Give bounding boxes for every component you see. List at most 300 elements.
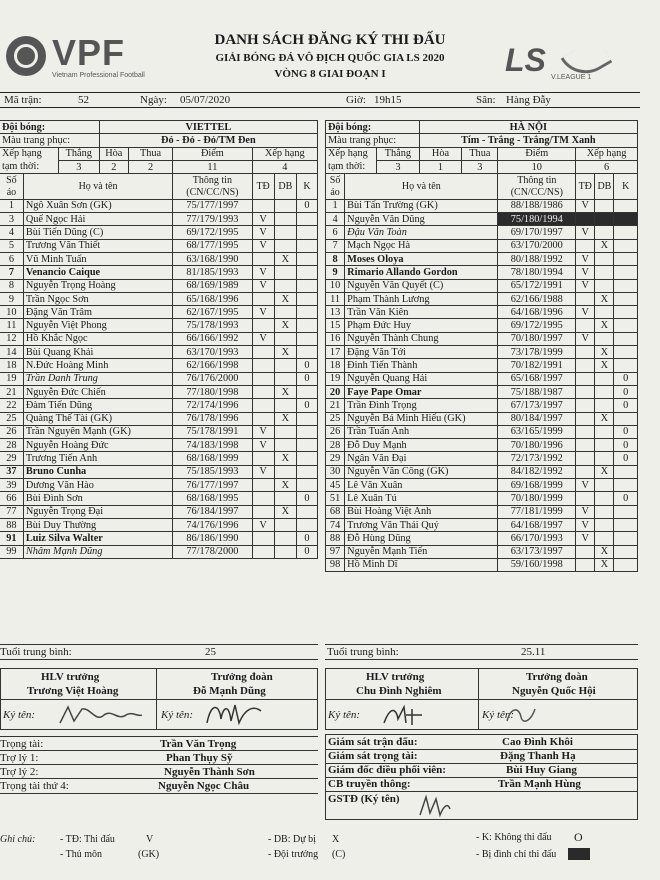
- player-number: 37: [0, 465, 23, 478]
- player-number: 1: [0, 199, 23, 212]
- home-manager-sign-label: Ký tên:: [161, 709, 194, 721]
- home-team-name: VIETTEL: [99, 121, 317, 134]
- supervisor-label: Giám sát trận đấu:: [328, 736, 418, 748]
- player-info: 69/170/1997: [498, 226, 576, 239]
- vpf-brand-sub: Vietnam Professional Football: [52, 72, 145, 79]
- player-db: X: [274, 252, 296, 265]
- player-td: [252, 252, 274, 265]
- player-number: 51: [326, 492, 345, 505]
- player-db: [274, 492, 296, 505]
- player-k: [614, 226, 638, 239]
- player-k: [296, 279, 317, 292]
- ls-brand: LS: [505, 42, 546, 78]
- home-coach-label: HLV trưởng: [41, 671, 100, 683]
- player-number: 20: [326, 385, 345, 398]
- player-k: [296, 518, 317, 531]
- table-row: [326, 518, 638, 531]
- table-row: [0, 492, 318, 505]
- away-coach-sign-label: Ký tên:: [328, 709, 361, 721]
- player-td: [252, 492, 274, 505]
- ar1-row: [0, 750, 318, 765]
- legend-gk-mark: (GK): [138, 849, 160, 860]
- player-number: 28: [0, 439, 23, 452]
- media-name: Trần Mạnh Hùng: [498, 778, 581, 790]
- table-row: [0, 279, 318, 292]
- away-kit-label: Màu trang phục:: [326, 134, 420, 147]
- home-team-label: Đội bóng:: [0, 121, 99, 134]
- player-db: [274, 425, 296, 438]
- table-row: [326, 385, 638, 398]
- player-db: X: [595, 558, 614, 571]
- player-name: Trần Văn Kiên: [345, 306, 498, 319]
- player-info: 75/180/1994: [498, 213, 576, 226]
- player-info: 77/178/2000: [173, 545, 252, 558]
- ref-supervisor-row: [326, 749, 637, 764]
- home-win-label: Thắng: [58, 147, 99, 160]
- player-db: X: [274, 346, 296, 359]
- player-name: Nguyễn Đức Chiến: [23, 385, 172, 398]
- player-number: 88: [0, 518, 23, 531]
- away-loss-label: Thua: [462, 147, 498, 160]
- player-name: Nguyễn Văn Dũng: [345, 213, 498, 226]
- player-number: 8: [0, 279, 23, 292]
- player-td: [576, 425, 595, 438]
- player-db: [274, 266, 296, 279]
- player-k: [296, 239, 317, 252]
- player-info: 73/178/1999: [498, 346, 576, 359]
- table-row: [0, 213, 318, 226]
- player-info: 75/178/1993: [173, 319, 252, 332]
- player-info: 76/177/1997: [173, 479, 252, 492]
- player-name: Dương Văn Hào: [23, 479, 172, 492]
- player-db: X: [274, 505, 296, 518]
- player-info: 74/183/1998: [173, 439, 252, 452]
- legend-k-mark: O: [574, 830, 583, 844]
- match-date-label: Ngày:: [140, 94, 167, 106]
- supervisor-name: Cao Đình Khôi: [502, 736, 573, 748]
- player-k: 0: [614, 372, 638, 385]
- home-avg-age-row: [0, 644, 318, 660]
- player-k: [614, 359, 638, 372]
- player-info: 69/172/1995: [173, 226, 252, 239]
- doc-round: VÒNG 8 GIAI ĐOẠN I: [274, 68, 386, 80]
- player-info: 62/167/1995: [173, 306, 252, 319]
- match-officials-right: [325, 734, 638, 820]
- player-k: [296, 266, 317, 279]
- player-number: 15: [326, 319, 345, 332]
- player-info: 70/180/1999: [498, 492, 576, 505]
- player-number: 39: [0, 479, 23, 492]
- player-name: Ngân Văn Đại: [345, 452, 498, 465]
- player-number: 18: [326, 359, 345, 372]
- home-db-header: DB: [274, 174, 296, 200]
- home-avg-age-label: Tuổi trung bình:: [0, 646, 72, 658]
- player-db: [274, 545, 296, 558]
- player-td: [252, 399, 274, 412]
- away-manager-sign-label: Ký tên:: [482, 709, 515, 721]
- table-row: [326, 359, 638, 372]
- home-position-label: Xếp hạng: [252, 147, 317, 160]
- player-k: [614, 239, 638, 252]
- player-db: [274, 372, 296, 385]
- player-info: 68/177/1995: [173, 239, 252, 252]
- away-k-header: K: [614, 174, 638, 200]
- table-row: [0, 399, 318, 412]
- away-points-label: Điểm: [498, 147, 576, 160]
- player-td: V: [576, 518, 595, 531]
- player-td: V: [576, 279, 595, 292]
- player-info: 67/173/1997: [498, 399, 576, 412]
- player-k: 0: [296, 492, 317, 505]
- player-k: [296, 465, 317, 478]
- match-time-label: Giờ:: [346, 94, 366, 106]
- player-info: 77/181/1999: [498, 505, 576, 518]
- player-info: 72/174/1996: [173, 399, 252, 412]
- player-db: [595, 213, 614, 226]
- player-number: 7: [0, 266, 23, 279]
- table-row: [326, 332, 638, 345]
- player-info: 75/185/1993: [173, 465, 252, 478]
- player-name: Nguyễn Văn Quyết (C): [345, 279, 498, 292]
- away-roster-table: [325, 120, 638, 572]
- player-k: [296, 425, 317, 438]
- table-row: [326, 465, 638, 478]
- player-info: 63/165/1999: [498, 425, 576, 438]
- home-loss: 2: [128, 160, 172, 173]
- player-number: 14: [0, 346, 23, 359]
- player-name: Hồ Khắc Ngọc: [23, 332, 172, 345]
- table-row: [326, 279, 638, 292]
- home-coach-name: Trương Việt Hoàng: [27, 685, 119, 697]
- player-number: 29: [326, 452, 345, 465]
- player-db: [274, 399, 296, 412]
- player-number: 12: [0, 332, 23, 345]
- player-db: X: [274, 412, 296, 425]
- away-manager-label: Trưởng đoàn: [526, 671, 588, 683]
- player-k: [296, 319, 317, 332]
- legend-db: - DB: Dự bị: [268, 834, 316, 845]
- player-info: 88/188/1986: [498, 199, 576, 212]
- table-row: [326, 399, 638, 412]
- banned-swatch: [568, 848, 590, 860]
- player-number: 5: [0, 239, 23, 252]
- player-db: X: [595, 239, 614, 252]
- player-k: [614, 465, 638, 478]
- player-info: 84/182/1992: [498, 465, 576, 478]
- home-player-list: [0, 199, 318, 558]
- away-team-name: HÀ NỘI: [419, 121, 637, 134]
- player-name: Nhâm Mạnh Dũng: [23, 545, 172, 558]
- player-info: 64/168/1996: [498, 306, 576, 319]
- gstd-label: GSTĐ (Ký tên): [328, 793, 400, 805]
- player-db: [274, 306, 296, 319]
- player-name: Hồ Minh Dĩ: [345, 558, 498, 571]
- player-name: Nguyễn Bá Minh Hiếu (GK): [345, 412, 498, 425]
- player-k: [614, 266, 638, 279]
- player-name: N.Đức Hoàng Minh: [23, 359, 172, 372]
- ref-supervisor-name: Đặng Thanh Hạ: [500, 750, 576, 762]
- home-staff-col-divider: [156, 669, 157, 729]
- legend-k: - K: Không thi đấu: [476, 832, 552, 843]
- table-row: [0, 199, 318, 212]
- player-k: [614, 505, 638, 518]
- table-row: [0, 532, 318, 545]
- player-name: Trần Đình Trọng: [345, 399, 498, 412]
- legend-td-mark: V: [146, 834, 154, 845]
- player-db: [595, 492, 614, 505]
- player-td: [252, 385, 274, 398]
- match-date: 05/07/2020: [180, 94, 231, 106]
- vleague-logo: [505, 40, 620, 90]
- player-name: Rimario Allando Gordon: [345, 266, 498, 279]
- player-k: 0: [296, 532, 317, 545]
- player-info: 64/168/1997: [498, 518, 576, 531]
- player-td: [576, 346, 595, 359]
- player-number: 30: [326, 465, 345, 478]
- player-td: V: [576, 226, 595, 239]
- table-row: [326, 266, 638, 279]
- player-td: V: [252, 266, 274, 279]
- away-team-header: [326, 121, 638, 200]
- player-td: [576, 213, 595, 226]
- away-points: 10: [498, 160, 576, 173]
- player-td: V: [576, 505, 595, 518]
- player-k: 0: [614, 452, 638, 465]
- legend: [0, 822, 660, 880]
- player-k: 0: [296, 359, 317, 372]
- away-name-header: Họ và tên: [345, 174, 498, 200]
- player-number: 6: [0, 252, 23, 265]
- player-k: [614, 199, 638, 212]
- table-row: [326, 505, 638, 518]
- player-info: 65/172/1991: [498, 279, 576, 292]
- player-k: 0: [296, 199, 317, 212]
- away-coach-label: HLV trưởng: [366, 671, 425, 683]
- match-id: 52: [78, 94, 89, 106]
- player-name: Bùi Đình Sơn: [23, 492, 172, 505]
- player-db: X: [595, 412, 614, 425]
- player-td: [252, 412, 274, 425]
- table-row: [326, 239, 638, 252]
- player-name: Nguyễn Mạnh Tiến: [345, 545, 498, 558]
- doc-title: DANH SÁCH ĐĂNG KÝ THI ĐẤU: [214, 32, 446, 48]
- player-db: X: [274, 319, 296, 332]
- player-number: 6: [326, 226, 345, 239]
- ref-supervisor-label: Giám sát trọng tài:: [328, 750, 418, 762]
- player-number: 17: [326, 346, 345, 359]
- player-number: 45: [326, 479, 345, 492]
- player-td: V: [576, 266, 595, 279]
- gstd-signature: [414, 793, 454, 819]
- home-name-header: Họ và tên: [23, 174, 172, 200]
- player-td: [252, 452, 274, 465]
- player-td: [252, 359, 274, 372]
- away-position: 6: [576, 160, 638, 173]
- fourth-official-label: Trọng tài thứ 4:: [0, 780, 69, 792]
- player-name: Nguyễn Trọng Đại: [23, 505, 172, 518]
- fourth-official-name: Nguyễn Ngọc Châu: [158, 780, 250, 792]
- player-td: V: [576, 332, 595, 345]
- away-player-list: [326, 199, 638, 571]
- table-row: [326, 372, 638, 385]
- football-icon: [6, 36, 46, 76]
- player-info: 68/168/1999: [173, 452, 252, 465]
- home-coach-signature: [56, 701, 146, 729]
- player-td: [576, 399, 595, 412]
- player-db: [595, 425, 614, 438]
- player-db: X: [595, 346, 614, 359]
- away-avg-age-label: Tuổi trung bình:: [327, 646, 399, 658]
- player-db: [595, 452, 614, 465]
- away-draw: 1: [419, 160, 462, 173]
- player-td: V: [252, 213, 274, 226]
- player-name: Đinh Tiến Thành: [345, 359, 498, 372]
- player-info: 77/180/1998: [173, 385, 252, 398]
- player-number: 25: [0, 412, 23, 425]
- player-td: V: [576, 199, 595, 212]
- player-name: Nguyễn Thành Chung: [345, 332, 498, 345]
- player-name: Nguyễn Văn Công (GK): [345, 465, 498, 478]
- table-row: [326, 319, 638, 332]
- player-db: [595, 532, 614, 545]
- player-number: 13: [326, 306, 345, 319]
- player-k: [614, 306, 638, 319]
- away-td-header: TĐ: [576, 174, 595, 200]
- player-number: 1: [326, 199, 345, 212]
- player-k: [614, 279, 638, 292]
- player-db: [274, 465, 296, 478]
- player-td: V: [252, 439, 274, 452]
- player-name: Lê Văn Xuân: [345, 479, 498, 492]
- player-db: [274, 332, 296, 345]
- player-db: [595, 385, 614, 398]
- home-info-header-2: (CN/CC/NS): [173, 186, 252, 199]
- player-td: [252, 479, 274, 492]
- player-k: [614, 213, 638, 226]
- player-db: [595, 226, 614, 239]
- player-number: 19: [326, 372, 345, 385]
- player-db: [274, 213, 296, 226]
- table-row: [0, 252, 318, 265]
- table-row: [0, 545, 318, 558]
- table-row: [326, 545, 638, 558]
- player-db: X: [274, 452, 296, 465]
- table-row: [326, 199, 638, 212]
- player-number: 68: [326, 505, 345, 518]
- player-td: V: [252, 518, 274, 531]
- player-info: 74/176/1996: [173, 518, 252, 531]
- player-k: [614, 412, 638, 425]
- player-number: 97: [326, 545, 345, 558]
- player-db: [274, 279, 296, 292]
- away-db-header: DB: [595, 174, 614, 200]
- legend-note-label: Ghi chú:: [0, 834, 36, 845]
- player-info: 63/170/1993: [173, 346, 252, 359]
- table-row: [0, 518, 318, 531]
- table-row: [0, 319, 318, 332]
- away-coach-signature: [376, 701, 436, 729]
- player-db: [595, 306, 614, 319]
- away-staff-divider: [326, 699, 637, 700]
- table-row: [0, 306, 318, 319]
- away-info-header-2: (CN/CC/NS): [498, 186, 576, 199]
- player-td: [576, 439, 595, 452]
- player-info: 65/168/1997: [498, 372, 576, 385]
- player-k: [296, 412, 317, 425]
- player-name: Moses Oloya: [345, 252, 498, 265]
- table-row: [0, 465, 318, 478]
- referee-name: Trần Văn Trọng: [160, 738, 237, 750]
- match-venue: Hàng Đẫy: [506, 94, 551, 106]
- player-td: V: [576, 306, 595, 319]
- player-info: 65/168/1996: [173, 292, 252, 305]
- player-number: 4: [326, 213, 345, 226]
- player-number: 10: [0, 306, 23, 319]
- home-draw: 2: [99, 160, 128, 173]
- referee-row: [0, 736, 318, 751]
- player-td: V: [252, 425, 274, 438]
- player-number: 91: [0, 532, 23, 545]
- table-row: [326, 306, 638, 319]
- away-rank-label: Xếp hạng: [326, 147, 377, 160]
- player-td: [576, 545, 595, 558]
- away-position-label: Xếp hạng: [576, 147, 638, 160]
- table-row: [326, 412, 638, 425]
- media-label: CB truyền thông:: [328, 778, 411, 790]
- player-info: 68/169/1989: [173, 279, 252, 292]
- home-win: 3: [58, 160, 99, 173]
- home-points-label: Điểm: [173, 147, 252, 160]
- ar1-label: Trợ lý 1:: [0, 752, 39, 764]
- away-avg-age-row: [325, 644, 638, 660]
- player-name: Mạch Ngọc Hà: [345, 239, 498, 252]
- player-info: 81/185/1993: [173, 266, 252, 279]
- player-name: Trương Văn Thái Quý: [345, 518, 498, 531]
- player-number: 25: [326, 412, 345, 425]
- table-row: [0, 479, 318, 492]
- player-td: [252, 346, 274, 359]
- coordinator-label: Giám đốc điều phối viên:: [328, 764, 446, 776]
- player-k: 0: [614, 385, 638, 398]
- player-db: [274, 518, 296, 531]
- fourth-official-row: [0, 778, 318, 794]
- player-number: 29: [0, 452, 23, 465]
- player-td: V: [576, 479, 595, 492]
- player-db: [274, 439, 296, 452]
- player-k: [614, 518, 638, 531]
- player-number: 11: [326, 292, 345, 305]
- player-name: Lê Xuân Tú: [345, 492, 498, 505]
- table-row: [0, 412, 318, 425]
- player-number: 16: [326, 332, 345, 345]
- player-number: 98: [326, 558, 345, 571]
- player-db: [595, 266, 614, 279]
- table-row: [326, 479, 638, 492]
- player-td: [576, 465, 595, 478]
- player-number: 8: [326, 252, 345, 265]
- player-name: Nguyễn Quang Hải: [345, 372, 498, 385]
- player-info: 69/172/1995: [498, 319, 576, 332]
- ls-brand-sub: V.LEAGUE 1: [551, 74, 592, 81]
- home-no-header-2: áo: [0, 186, 23, 199]
- away-info-header-1: Thông tin: [498, 174, 576, 187]
- player-info: 76/178/1996: [173, 412, 252, 425]
- player-db: [595, 252, 614, 265]
- player-td: [252, 545, 274, 558]
- player-name: Bùi Duy Thường: [23, 518, 172, 531]
- home-kit-label: Màu trang phục:: [0, 134, 99, 147]
- away-loss: 3: [462, 160, 498, 173]
